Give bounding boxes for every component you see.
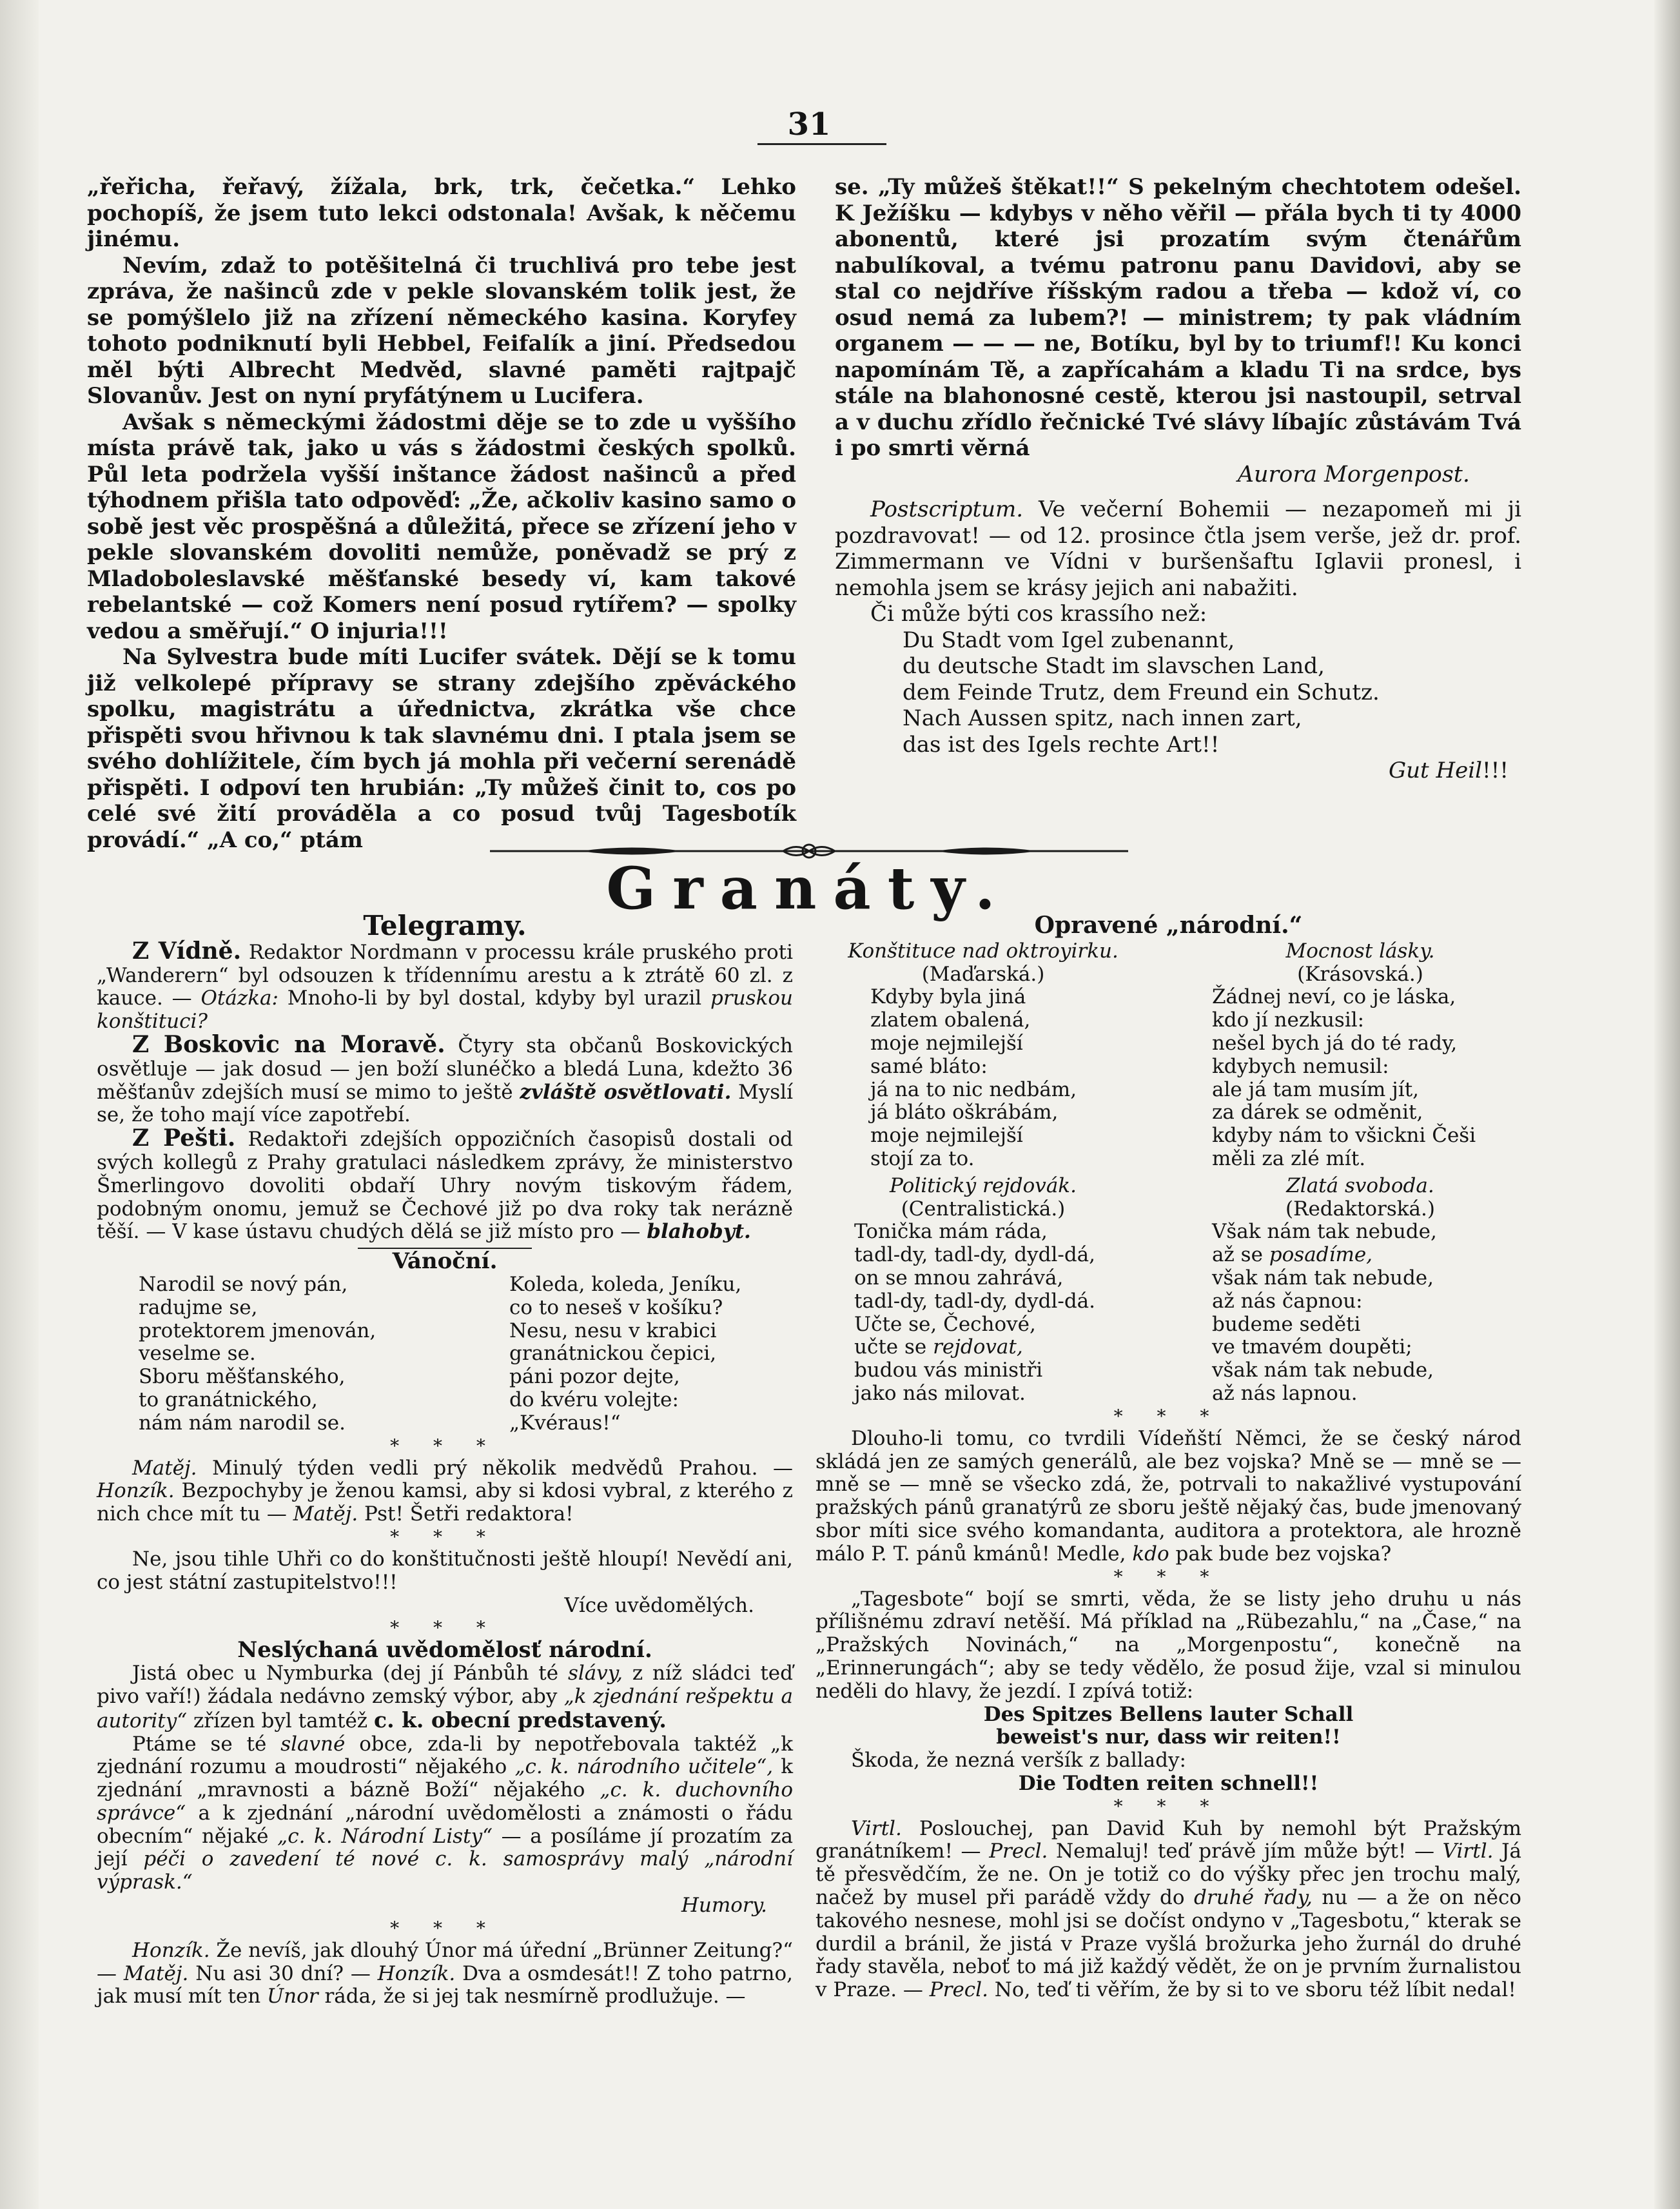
poems-row-2 [816,1175,1521,1406]
telegram-place: Z Boskovic na Moravě. [132,1030,445,1058]
christmas-heading: Vánoční. [392,1248,498,1275]
article-text: a k zjednání „národní uvědomělosti a známosti o řádu obecním“ nějaké [97,1801,793,1848]
article-emphasis: slávy, [567,1662,623,1685]
stars-separator: * * * [390,1617,500,1639]
telegram-text: Redaktoři zdejších oppozičních časopisů dostali od svých kollegů z Prahy gratulaci následkem zprávy, že ministerstvo Šmerlingovo dovoliti obdaří Uhry novým tiskovým řádem, podobným onomu, jemuž se Čechové již po dva roky tak nerázně těší. — V kase ústavu chudých dělá se již místo pro — [97,1128,793,1244]
nymburk-paragraph [97,1662,793,1733]
dialogue-text: Že nevíš, jak dlouhý Únor má úřední „Brünner Zeitung?“ — [97,1938,793,1985]
speaker-name: Precl. [989,1840,1048,1863]
article-text: Ptáme se té [132,1732,281,1756]
letter-paragraph: Nevím, zdaž to potěšitelná či truchlivá pro tebe jest zpráva, že našinců zde v pekle slovanském tolik jest, že se pomýšlelo již na zřízení německého kasina. Koryfey tohoto podniknutí byli Hebbel, Feifalík a jiní. Předsedou měl býti Albrecht Medvěd, slavné paměti rajtpajč Slovanův. Jest on nyní pryfátýnem u Lucifera. [87,252,796,409]
poem-title: Mocnost lásky. [1285,939,1435,963]
christmas-poems [97,1273,793,1435]
dialogue-text: Minulý týden vedli prý několik medvědů Prahou. — [197,1456,793,1480]
letter-column-left [87,174,796,853]
telegram-text: Myslí se, že toho mají více zapotřebí. [97,1080,793,1127]
poem-lines: Tonička mám ráda, tadl-dy, tadl-dy, dydl-dá, on se mnou zahrává, tadl-dy, tadl-dy, dydl-dá. Učte se, Čechové, učte se [854,1220,1096,1359]
stars-separator: * * * [390,1526,500,1547]
dialogue-text: Já tě přesvědčím, že ne. On je totiž co do výšky přec jen trochu malý, načež by musel při parádě vždy do [816,1840,1522,1910]
article-text: obce, zda-li by nepotřebovala taktéž „k zjednání rozumu a moudrosti“ nějakého [97,1732,793,1779]
neslychana-heading: Neslýchaná uvědomělosť národní. [237,1637,652,1664]
telegrams-column [97,910,794,2008]
stars-separator: * * * [390,1435,500,1457]
article-text: k zjednání „mravnosti a bázně Boží“ nějakého [97,1755,794,1802]
letter-column-right [835,174,1521,784]
speaker-name: Precl. [929,1978,988,2002]
article-emphasis: „c. k. Národní Listy“ [277,1824,493,1848]
uhri-paragraph: Ne, jsou tihle Uhři co do konštitučnosti ještě hloupí! Nevědí ani, co jest státní zastupitelstvo!!! [97,1547,793,1594]
postscript-label: Postscriptum. [870,496,1024,522]
letter-paragraph: „řeřicha, řeřavý, žížala, brk, trk, čečetka.“ Lehko pochopíš, že jsem tuto lekci odstonala! Avšak, k něčemu jinému. [87,174,796,252]
christmas-poem-right: Koleda, koleda, Jeníku, co to neseš v košíku? Nesu, nesu v krabici granátnickou čepici, páni pozor dejte, do kvéru volejte: „Kvéraus!“ [509,1272,742,1435]
dialogue-text: ráda, že si jej tak nesmírně prodlužuje. — [318,1985,746,2008]
dialogue-text: Nemaluj! teď právě jím může být! — [1048,1840,1443,1863]
letter-paragraph: Avšak s německými žádostmi děje se to zde u vyššího místa právě tak, jako u vás s žádostmi českých spolků. Půl leta podržela vyšší inštance žádost našinců a před týhodnem přišla tato odpověď: „Že, ačkoliv kasino samo o sobě jest věc prospěšná a důležitá, přece se zřízení jeho v pekle slovanském dovoliti nemůže, poněvadž se prý z Mladoboleslavské měšťanské besedy ví, kam takové rebelantské — což Komers není posud rytířem? — spolky vedou a směřují.“ O injuria!!! [87,409,796,644]
postscript-text: Ve večerní Bohemii — nezapomeň mi ji pozdravovat! — od 12. prosince čtla jsem verše, jež dr. prof. Zimmermann ve Vídni v buršenšaftu Iglavii pronesl, i nemohla jsem se krásy jejich ani nabažiti. [835,496,1521,601]
speaker-name: Honzík. [132,1938,210,1962]
speaker-name: Matěj. [293,1502,358,1526]
closing-line [835,758,1521,784]
section-title: Granáty. [606,854,1012,923]
poem-subtitle: (Redaktorská.) [1285,1197,1435,1221]
stars-separator: * * * [1113,1566,1224,1587]
poem-title: Zlatá svoboda. [1286,1173,1434,1197]
article-emphasis: „c. k. duchovního správce“ [97,1778,793,1825]
poem-lines: budou vás ministři jako nás milovat. [854,1359,1043,1405]
german-verse: Du Stadt vom Igel zubenannt, du deutsche Stadt im slavschen Land, dem Feinde Trutz, dem Freund ein Schutz. Nach Aussen spitz, nach innen zart, das ist des Igels rechte Art!! [903,627,1380,758]
speaker-name: Honzík. [97,1479,175,1503]
letter-paragraph: se. „Ty můžeš štěkat!!“ S pekelným chechtotem odešel. K Ježíšku — kdybys v něho věřil — přála bych ti ty 4000 abonentů, které jsi prozatím svým čtenářům nabulíkoval, a tvému patronu panu Davidovi, aby se stal co nejdříve říšským radou a třeba — kdož ví, co osud nemá za lubem?! — ministrem; ty pak vládním organem — — — ne, Botíku, byl by to triumf!! Ku konci napomínám Tě, a zapříсahám a kladu Ti na srdce, bys stále na blahonosné cestě, kterou jsi nastoupil, setrval a v duchu zřídlo řečnické Tvé slávy líbajíc zůstávám Tvá i po smrti věrná [835,174,1521,461]
speaker-name: Matěj. [132,1456,197,1480]
telegram-emphasis: zvláště osvětlovati. [520,1080,732,1104]
article-emphasis: slavné [280,1732,346,1756]
article-text: pak bude bez vojska? [1169,1542,1392,1566]
article-emphasis: péči o zavedení té nové c. k. samosprávy malý „národní výprask.“ [97,1847,793,1894]
poem-text [1199,1221,1521,1405]
speaker-name: Virtl. [851,1816,902,1840]
poem-title: Konštituce nad oktroyirku. [848,939,1118,963]
poem-konstituce [816,940,1151,1171]
postscript-question: Či může býti cos krassího než: [870,601,1207,627]
closing-marks: !!! [1482,758,1509,783]
stars-separator: * * * [1113,1795,1224,1817]
telegram-question: Otázka: [200,987,278,1010]
dialogue-text: Dva a osmdesát!! Z toho patrno, jak musí mít ten [97,1961,793,2008]
poem-subtitle: (Centralistická.) [901,1197,1066,1221]
stars-separator: * * * [390,1917,500,1939]
speaker-name: Virtl. [1442,1840,1494,1863]
dialogue-unor [97,1939,793,2008]
poem-title: Politický rejdovák. [890,1173,1077,1197]
poem-lines: však nám tak nebude, až nás čapnou: budeme seděti ve tmavém doupěti; však nám tak nebude, až nás lapnou. [1212,1266,1434,1405]
article-text: — a posíláme jí prozatím za její [97,1824,793,1871]
page-number-rule [757,143,886,145]
telegram-place: Z Vídně. [132,937,242,965]
humory-signature: Humory. [681,1894,767,1918]
poem-text: Žádnej neví, co je láska, kdo jí nezkusil: nešel bych já do té rady, kdybych nemusil: ale já tam musím jít, za dárek se odměnit, kdyby nám to všickni Češi měli za zlé mít. [1212,985,1476,1170]
poems-row-1 [816,940,1521,1171]
dialogue-text: No, teď ti věřím, že by si to ve sboru též líbit nedal! [988,1978,1516,2002]
poem-text: Kdyby byla jiná zlatem obalená, moje nejmilejší samé bláto: já na to nic nedbám, já bláto oškrábám, moje nejmilejší stojí za to. [870,985,1077,1170]
letter-paragraph: Na Sylvestra bude míti Lucifer svátek. Dějí se k tomu již velkolepé přípravy se strany zdejšího zpěváckého spolku, magistrátu a úřednictva, zkrátka vše chce přispěti svou hřivnou k tak slavnému dni. I ptala jsem se svého dohlížitele, čím bych já mohla při večerní serenádě přispěti. I odpoví ten hrubián: „Ty můžeš činit to, cos po celé své žití prováděla a co posud tvůj Tagesbotík provádí.“ „A co,“ ptám [87,644,796,853]
speaker-name: Matěj. [123,1961,189,1985]
telegram-text: Redaktor Nordmann v processu krále pruského proti „Wanderern“ byl odsouzen k třídennímu arestu a k ztrátě 60 zl. z kauce. — [97,940,794,1010]
article-emphasis: „c. k. národního učitele“, [514,1755,774,1779]
poem-text [816,1221,1151,1405]
poem-svoboda [1199,1175,1521,1406]
opravene-heading: Opravené „národní.“ [1034,912,1303,939]
skoda-line: Škoda, že nezná veršík z ballady: [851,1749,1186,1772]
dialogue-bears [97,1457,793,1526]
poem-mocnost [1199,940,1521,1171]
page-number: 31 [787,106,831,142]
postscript-paragraph [835,496,1521,601]
telegram-emphasis: pruskou konštituci? [97,987,793,1034]
article-emphasis: „k zjednání rešpektu a autority“ [97,1684,793,1733]
tagesbote-paragraph: „Tagesbote“ bojí se smrti, věda, že se listy jeho druhu u nás přílišnému zdraví netěší. Má příklad na „Rübezahlu,“ na „Čase,“ na „Pražských Novinách,“ na „Morgenpostu“, konečně na „Erinnerungách“; aby se tedy vědělo, že posud žije, vzal si minulou neděli do hlavy, že jezdí. I zpívá totiž: [816,1587,1521,1703]
dialogue-text: Pst! Šetři redaktora! [358,1502,574,1526]
telegram-text: Čtyry sta občanů Boskovických osvětluje — jak dosud — jen boží slunéčko a bledá Luna, kdežto 36 měšťanův zdejších musí se mimo to ještě [97,1034,793,1104]
german-verse-2: Die Todten reiten schnell!! [1018,1771,1319,1795]
christmas-poem-left: Narodil se nový pán, radujme se, protektorem jmenován, veselme se. Sboru měšťanského, to granátnického, nám nám narodil se. [139,1272,376,1435]
dialogue-text: nu — a že on něco takového nesnese, mohl jsi se dočíst ondyno v „Tagesbotu,“ kterak se durdil a bránil, že jistá v Praze vyšlá brožurka jeho žurnál do druhé řady stavěla, neboť to má již každý vědět, že on je prvním žurnalistou v Praze. — [816,1886,1521,2002]
dialogue-text: Poslouchej, pan David Kuh by nemohl být Pražským granátníkem! — [816,1816,1521,1863]
speaker-name: Honzík. [377,1961,456,1985]
dialogue-text: Nu asi 30 dní? — [188,1961,378,1985]
german-verse-1: Des Spitzes Bellens lauter Schall beweist's nur, dass wir reiten!! [983,1702,1354,1749]
poem-rejdovak [816,1175,1151,1406]
dialogue-emphasis: druhé řady, [1194,1886,1313,1910]
telegram-place: Z Pešti. [132,1124,236,1152]
ptame-paragraph [97,1733,793,1895]
telegram-text: Mnoho-li by byl dostal, kdyby byl urazil [278,987,711,1010]
stars-separator: * * * [1113,1405,1224,1427]
narodni-column [816,914,1521,2002]
closing-greeting: Gut Heil [1388,758,1482,783]
poem-emphasis: posadíme, [1269,1243,1373,1267]
poem-emphasis: rejdovat, [933,1335,1023,1359]
article-text: Dlouho-li tomu, co tvrdili Vídeňští Němci, že se český národ skládá jen ze samých generálů, ale bez vojska? Mně se — mně se — mně se — mně se všecko zdá, že, potrvali to nakažlivé vystupování pražských pánů granatýrů ze sboru ještě nějaký čas, bude jmenovaný sbor míti sice svého komandanta, auditora a protektora, ale hrozně málo P. T. pánů kmánů! Medle, [816,1426,1521,1566]
vojsko-paragraph [816,1428,1521,1566]
telegram-emphasis: blahobyt. [647,1220,751,1244]
telegram-vienna [97,937,794,1034]
article-text: Jistá obec u Nymburka (dej jí Pánbůh té [132,1662,568,1685]
dialogue-text: Bezpochyby je ženou kamsi, aby si kdosi vybral, z kterého z nich chce mít tu — [97,1479,793,1526]
telegrams-heading: Telegramy. [363,910,527,941]
telegram-boskovice [97,1030,793,1127]
letter-signature: Aurora Morgenpost. [1237,461,1470,487]
uhri-signature: Více uvědomělých. [564,1593,754,1617]
scan-edge-right [1654,0,1680,2209]
dialogue-emphasis: Únor [267,1985,318,2008]
article-text: z níž sládci teď pivo vaří!) žádala nedávno zemský výbor, aby [97,1662,793,1708]
poem-lines: Však nám tak nebude, až se [1212,1220,1437,1267]
article-emphasis: c. k. obecní predstavený. [374,1707,667,1733]
telegram-pest [97,1124,793,1244]
scan-edge-left [0,0,39,2209]
poem-subtitle: (Krásovská.) [1297,962,1423,986]
article-emphasis: kdo [1132,1542,1169,1566]
article-text: zřízen byl tamtéž [187,1709,374,1733]
dialogue-kuh [816,1818,1521,2002]
poem-subtitle: (Maďarská.) [921,962,1045,986]
